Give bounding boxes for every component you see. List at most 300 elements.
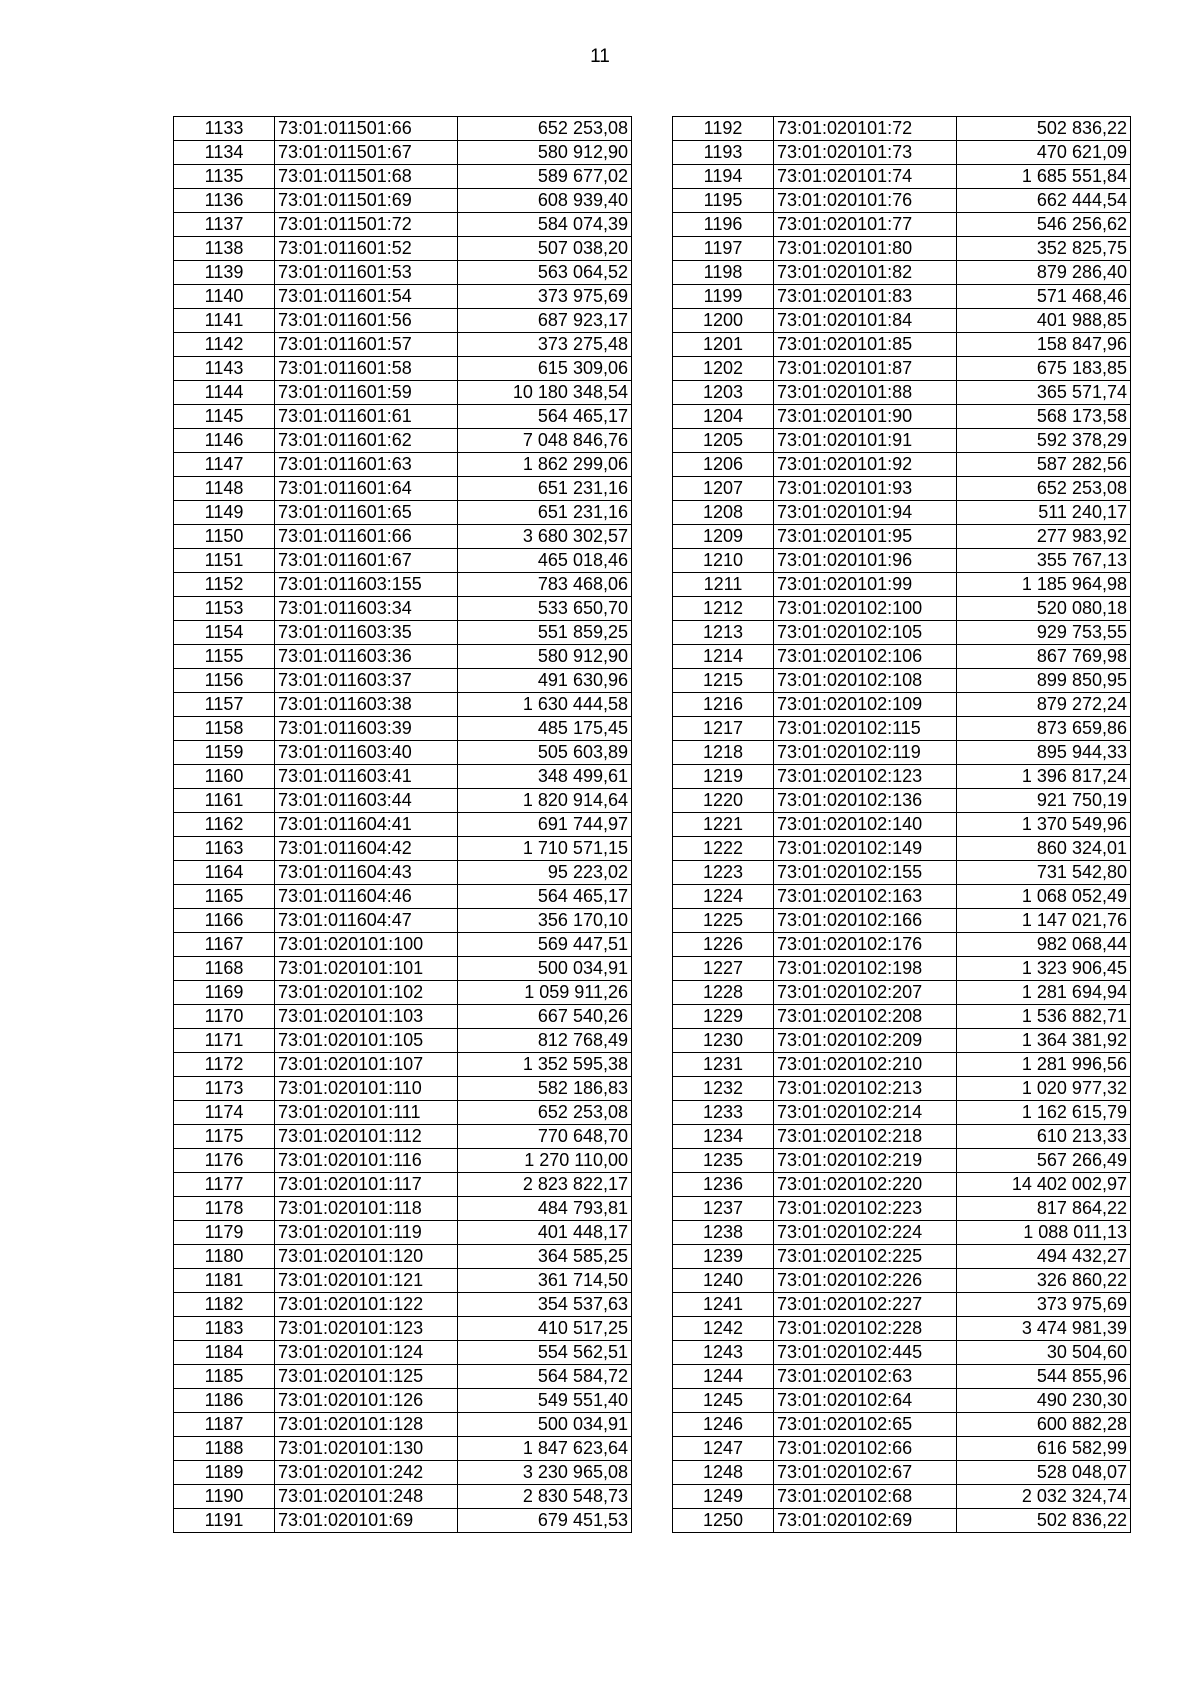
cadastral-value: 879 272,24 — [957, 693, 1131, 717]
table-row — [673, 1101, 1131, 1125]
table-row — [673, 813, 1131, 837]
cadastral-number: 73:01:020101:93 — [774, 477, 957, 501]
cadastral-number: 73:01:020101:107 — [275, 1053, 458, 1077]
table-row — [673, 741, 1131, 765]
cadastral-value: 582 186,83 — [458, 1077, 632, 1101]
row-number: 1171 — [174, 1029, 275, 1053]
cadastral-value: 95 223,02 — [458, 861, 632, 885]
cadastral-number: 73:01:020102:445 — [774, 1341, 957, 1365]
table-row — [174, 1509, 632, 1533]
cadastral-number: 73:01:011501:66 — [275, 117, 458, 141]
row-number: 1169 — [174, 981, 275, 1005]
cadastral-number: 73:01:011604:43 — [275, 861, 458, 885]
cadastral-value: 899 850,95 — [957, 669, 1131, 693]
row-number: 1224 — [673, 885, 774, 909]
cadastral-number: 73:01:011603:36 — [275, 645, 458, 669]
cadastral-number: 73:01:011603:155 — [275, 573, 458, 597]
table-row — [673, 837, 1131, 861]
cadastral-value: 1 364 381,92 — [957, 1029, 1131, 1053]
row-number: 1195 — [673, 189, 774, 213]
cadastral-value: 373 975,69 — [957, 1293, 1131, 1317]
cadastral-value: 1 352 595,38 — [458, 1053, 632, 1077]
cadastral-value: 1 710 571,15 — [458, 837, 632, 861]
table-row — [174, 525, 632, 549]
cadastral-number: 73:01:020102:140 — [774, 813, 957, 837]
cadastral-value: 580 912,90 — [458, 141, 632, 165]
table-row — [673, 1413, 1131, 1437]
table-row — [673, 765, 1131, 789]
cadastral-value: 616 582,99 — [957, 1437, 1131, 1461]
row-number: 1235 — [673, 1149, 774, 1173]
table-row — [673, 141, 1131, 165]
table-row — [673, 1293, 1131, 1317]
cadastral-value: 551 859,25 — [458, 621, 632, 645]
table-row — [673, 597, 1131, 621]
row-number: 1144 — [174, 381, 275, 405]
row-number: 1137 — [174, 213, 275, 237]
cadastral-number: 73:01:020102:176 — [774, 933, 957, 957]
table-row — [673, 1437, 1131, 1461]
row-number: 1150 — [174, 525, 275, 549]
cadastral-number: 73:01:011601:52 — [275, 237, 458, 261]
cadastral-number: 73:01:020101:82 — [774, 261, 957, 285]
table-row — [174, 1389, 632, 1413]
table-row — [673, 357, 1131, 381]
row-number: 1228 — [673, 981, 774, 1005]
table-row — [673, 1197, 1131, 1221]
table-row — [174, 885, 632, 909]
table-row — [673, 1389, 1131, 1413]
table-row — [174, 717, 632, 741]
row-number: 1141 — [174, 309, 275, 333]
table-row — [673, 333, 1131, 357]
cadastral-number: 73:01:020101:95 — [774, 525, 957, 549]
table-row — [673, 1077, 1131, 1101]
table-row — [174, 333, 632, 357]
row-number: 1182 — [174, 1293, 275, 1317]
cadastral-number: 73:01:020102:218 — [774, 1125, 957, 1149]
cadastral-value: 667 540,26 — [458, 1005, 632, 1029]
cadastral-number: 73:01:011601:61 — [275, 405, 458, 429]
row-number: 1211 — [673, 573, 774, 597]
cadastral-number: 73:01:011601:57 — [275, 333, 458, 357]
table-row — [174, 621, 632, 645]
cadastral-value: 1 020 977,32 — [957, 1077, 1131, 1101]
cadastral-value: 589 677,02 — [458, 165, 632, 189]
table-row — [673, 165, 1131, 189]
cadastral-number: 73:01:011501:69 — [275, 189, 458, 213]
cadastral-number: 73:01:011601:58 — [275, 357, 458, 381]
row-number: 1210 — [673, 549, 774, 573]
row-number: 1186 — [174, 1389, 275, 1413]
cadastral-number: 73:01:011604:46 — [275, 885, 458, 909]
cadastral-number: 73:01:020101:92 — [774, 453, 957, 477]
row-number: 1181 — [174, 1269, 275, 1293]
row-number: 1155 — [174, 645, 275, 669]
table-row — [174, 645, 632, 669]
table-row — [174, 1029, 632, 1053]
table-row — [673, 717, 1131, 741]
cadastral-number: 73:01:011501:72 — [275, 213, 458, 237]
cadastral-value: 30 504,60 — [957, 1341, 1131, 1365]
row-number: 1184 — [174, 1341, 275, 1365]
cadastral-number: 73:01:020101:242 — [275, 1461, 458, 1485]
cadastral-value: 511 240,17 — [957, 501, 1131, 525]
cadastral-value: 528 048,07 — [957, 1461, 1131, 1485]
cadastral-value: 608 939,40 — [458, 189, 632, 213]
cadastral-value: 470 621,09 — [957, 141, 1131, 165]
cadastral-value: 600 882,28 — [957, 1413, 1131, 1437]
cadastral-number: 73:01:020102:220 — [774, 1173, 957, 1197]
cadastral-number: 73:01:011603:37 — [275, 669, 458, 693]
cadastral-value: 610 213,33 — [957, 1125, 1131, 1149]
cadastral-value: 158 847,96 — [957, 333, 1131, 357]
row-number: 1154 — [174, 621, 275, 645]
cadastral-value: 490 230,30 — [957, 1389, 1131, 1413]
cadastral-number: 73:01:020102:224 — [774, 1221, 957, 1245]
cadastral-number: 73:01:020102:226 — [774, 1269, 957, 1293]
table-row — [174, 1245, 632, 1269]
row-number: 1172 — [174, 1053, 275, 1077]
cadastral-value: 564 465,17 — [458, 885, 632, 909]
cadastral-value: 1 059 911,26 — [458, 981, 632, 1005]
table-row — [673, 573, 1131, 597]
row-number: 1180 — [174, 1245, 275, 1269]
cadastral-value: 652 253,08 — [957, 477, 1131, 501]
cadastral-value: 365 571,74 — [957, 381, 1131, 405]
cadastral-value: 373 975,69 — [458, 285, 632, 309]
cadastral-value: 783 468,06 — [458, 573, 632, 597]
table-row — [673, 549, 1131, 573]
cadastral-number: 73:01:020101:120 — [275, 1245, 458, 1269]
cadastral-value: 564 584,72 — [458, 1365, 632, 1389]
cadastral-value: 494 432,27 — [957, 1245, 1131, 1269]
row-number: 1166 — [174, 909, 275, 933]
row-number: 1179 — [174, 1221, 275, 1245]
table-row — [174, 117, 632, 141]
cadastral-number: 73:01:020102:166 — [774, 909, 957, 933]
table-row — [673, 381, 1131, 405]
row-number: 1173 — [174, 1077, 275, 1101]
row-number: 1136 — [174, 189, 275, 213]
cadastral-value: 675 183,85 — [957, 357, 1131, 381]
row-number: 1160 — [174, 765, 275, 789]
table-row — [174, 189, 632, 213]
cadastral-value: 2 823 822,17 — [458, 1173, 632, 1197]
cadastral-number: 73:01:020102:207 — [774, 981, 957, 1005]
row-number: 1217 — [673, 717, 774, 741]
row-number: 1244 — [673, 1365, 774, 1389]
cadastral-value: 401 988,85 — [957, 309, 1131, 333]
cadastral-value: 687 923,17 — [458, 309, 632, 333]
row-number: 1238 — [673, 1221, 774, 1245]
cadastral-number: 73:01:020102:209 — [774, 1029, 957, 1053]
cadastral-value: 873 659,86 — [957, 717, 1131, 741]
cadastral-value: 1 630 444,58 — [458, 693, 632, 717]
cadastral-value: 652 253,08 — [458, 117, 632, 141]
table-row — [673, 861, 1131, 885]
cadastral-value: 500 034,91 — [458, 1413, 632, 1437]
table-row — [174, 861, 632, 885]
cadastral-number: 73:01:011603:40 — [275, 741, 458, 765]
table-row — [673, 1005, 1131, 1029]
table-row — [673, 1053, 1131, 1077]
table-row — [673, 477, 1131, 501]
row-number: 1196 — [673, 213, 774, 237]
cadastral-value: 364 585,25 — [458, 1245, 632, 1269]
table-row — [673, 669, 1131, 693]
cadastral-number: 73:01:020101:121 — [275, 1269, 458, 1293]
cadastral-number: 73:01:020102:227 — [774, 1293, 957, 1317]
cadastral-number: 73:01:020101:118 — [275, 1197, 458, 1221]
row-number: 1151 — [174, 549, 275, 573]
table-row — [174, 213, 632, 237]
row-number: 1189 — [174, 1461, 275, 1485]
cadastral-number: 73:01:020102:198 — [774, 957, 957, 981]
cadastral-value: 895 944,33 — [957, 741, 1131, 765]
row-number: 1143 — [174, 357, 275, 381]
cadastral-value: 568 173,58 — [957, 405, 1131, 429]
row-number: 1241 — [673, 1293, 774, 1317]
cadastral-value: 549 551,40 — [458, 1389, 632, 1413]
cadastral-value: 1 270 110,00 — [458, 1149, 632, 1173]
row-number: 1194 — [673, 165, 774, 189]
row-number: 1197 — [673, 237, 774, 261]
table-row — [673, 981, 1131, 1005]
table-row — [174, 1077, 632, 1101]
row-number: 1187 — [174, 1413, 275, 1437]
table-row — [174, 1461, 632, 1485]
cadastral-number: 73:01:011604:42 — [275, 837, 458, 861]
row-number: 1157 — [174, 693, 275, 717]
table-row — [174, 501, 632, 525]
cadastral-number: 73:01:020101:99 — [774, 573, 957, 597]
row-number: 1133 — [174, 117, 275, 141]
row-number: 1149 — [174, 501, 275, 525]
table-row — [673, 1509, 1131, 1533]
cadastral-number: 73:01:020102:225 — [774, 1245, 957, 1269]
cadastral-value: 326 860,22 — [957, 1269, 1131, 1293]
cadastral-number: 73:01:011601:56 — [275, 309, 458, 333]
table-row — [673, 1485, 1131, 1509]
cadastral-number: 73:01:011604:41 — [275, 813, 458, 837]
cadastral-value: 348 499,61 — [458, 765, 632, 789]
cadastral-value: 1 847 623,64 — [458, 1437, 632, 1461]
row-number: 1250 — [673, 1509, 774, 1533]
table-row — [673, 789, 1131, 813]
row-number: 1205 — [673, 429, 774, 453]
cadastral-value: 731 542,80 — [957, 861, 1131, 885]
cadastral-value: 356 170,10 — [458, 909, 632, 933]
cadastral-value: 580 912,90 — [458, 645, 632, 669]
table-row — [673, 261, 1131, 285]
table-row — [174, 237, 632, 261]
cadastral-value: 571 468,46 — [957, 285, 1131, 309]
cadastral-number: 73:01:020101:125 — [275, 1365, 458, 1389]
cadastral-value: 502 836,22 — [957, 1509, 1131, 1533]
row-number: 1202 — [673, 357, 774, 381]
cadastral-number: 73:01:011601:64 — [275, 477, 458, 501]
cadastral-value: 354 537,63 — [458, 1293, 632, 1317]
table-row — [174, 165, 632, 189]
table-row — [174, 1005, 632, 1029]
cadastral-value: 1 068 052,49 — [957, 885, 1131, 909]
cadastral-number: 73:01:020102:214 — [774, 1101, 957, 1125]
table-row — [174, 1317, 632, 1341]
table-row — [673, 645, 1131, 669]
table-row — [174, 261, 632, 285]
cadastral-number: 73:01:020101:76 — [774, 189, 957, 213]
cadastral-number: 73:01:020101:73 — [774, 141, 957, 165]
row-number: 1242 — [673, 1317, 774, 1341]
cadastral-number: 73:01:020101:110 — [275, 1077, 458, 1101]
cadastral-value: 1 323 906,45 — [957, 957, 1131, 981]
cadastral-value: 615 309,06 — [458, 357, 632, 381]
cadastral-value: 921 750,19 — [957, 789, 1131, 813]
cadastral-number: 73:01:020102:228 — [774, 1317, 957, 1341]
cadastral-value: 817 864,22 — [957, 1197, 1131, 1221]
table-row — [174, 1341, 632, 1365]
table-row — [673, 213, 1131, 237]
table-row — [174, 1269, 632, 1293]
cadastral-number: 73:01:020102:136 — [774, 789, 957, 813]
row-number: 1243 — [673, 1341, 774, 1365]
cadastral-number: 73:01:020101:72 — [774, 117, 957, 141]
cadastral-number: 73:01:011603:41 — [275, 765, 458, 789]
row-number: 1214 — [673, 645, 774, 669]
row-number: 1190 — [174, 1485, 275, 1509]
cadastral-number: 73:01:020101:94 — [774, 501, 957, 525]
row-number: 1213 — [673, 621, 774, 645]
table-row — [673, 1341, 1131, 1365]
row-number: 1207 — [673, 477, 774, 501]
cadastral-value: 563 064,52 — [458, 261, 632, 285]
row-number: 1237 — [673, 1197, 774, 1221]
row-number: 1193 — [673, 141, 774, 165]
cadastral-number: 73:01:020102:219 — [774, 1149, 957, 1173]
cadastral-value: 3 474 981,39 — [957, 1317, 1131, 1341]
row-number: 1165 — [174, 885, 275, 909]
cadastral-table-left — [173, 116, 632, 1533]
cadastral-value: 401 448,17 — [458, 1221, 632, 1245]
table-row — [174, 765, 632, 789]
cadastral-number: 73:01:020102:223 — [774, 1197, 957, 1221]
table-row — [673, 1173, 1131, 1197]
row-number: 1168 — [174, 957, 275, 981]
cadastral-number: 73:01:020102:68 — [774, 1485, 957, 1509]
row-number: 1230 — [673, 1029, 774, 1053]
row-number: 1183 — [174, 1317, 275, 1341]
table-row — [174, 909, 632, 933]
cadastral-number: 73:01:020102:100 — [774, 597, 957, 621]
cadastral-value: 533 650,70 — [458, 597, 632, 621]
table-row — [174, 813, 632, 837]
row-number: 1227 — [673, 957, 774, 981]
table-row — [673, 285, 1131, 309]
cadastral-value: 867 769,98 — [957, 645, 1131, 669]
table-row — [174, 141, 632, 165]
table-row — [174, 285, 632, 309]
cadastral-number: 73:01:011603:38 — [275, 693, 458, 717]
table-row — [673, 1317, 1131, 1341]
table-row — [174, 1221, 632, 1245]
cadastral-value: 679 451,53 — [458, 1509, 632, 1533]
cadastral-value: 651 231,16 — [458, 501, 632, 525]
cadastral-number: 73:01:020101:126 — [275, 1389, 458, 1413]
cadastral-number: 73:01:020101:100 — [275, 933, 458, 957]
cadastral-value: 546 256,62 — [957, 213, 1131, 237]
row-number: 1218 — [673, 741, 774, 765]
cadastral-value: 352 825,75 — [957, 237, 1131, 261]
row-number: 1225 — [673, 909, 774, 933]
cadastral-number: 73:01:020102:210 — [774, 1053, 957, 1077]
cadastral-number: 73:01:020101:101 — [275, 957, 458, 981]
row-number: 1212 — [673, 597, 774, 621]
cadastral-value: 1 162 615,79 — [957, 1101, 1131, 1125]
table-row — [174, 1125, 632, 1149]
cadastral-number: 73:01:020102:149 — [774, 837, 957, 861]
table-row — [673, 1221, 1131, 1245]
table-row — [673, 933, 1131, 957]
cadastral-value: 1 370 549,96 — [957, 813, 1131, 837]
table-row — [673, 117, 1131, 141]
cadastral-value: 502 836,22 — [957, 117, 1131, 141]
cadastral-value: 520 080,18 — [957, 597, 1131, 621]
cadastral-value: 544 855,96 — [957, 1365, 1131, 1389]
table-row — [673, 309, 1131, 333]
cadastral-value: 592 378,29 — [957, 429, 1131, 453]
cadastral-value: 554 562,51 — [458, 1341, 632, 1365]
cadastral-value: 929 753,55 — [957, 621, 1131, 645]
row-number: 1159 — [174, 741, 275, 765]
cadastral-value: 812 768,49 — [458, 1029, 632, 1053]
table-row — [174, 309, 632, 333]
cadastral-value: 1 685 551,84 — [957, 165, 1131, 189]
cadastral-number: 73:01:011604:47 — [275, 909, 458, 933]
row-number: 1153 — [174, 597, 275, 621]
cadastral-number: 73:01:020101:90 — [774, 405, 957, 429]
cadastral-number: 73:01:020101:88 — [774, 381, 957, 405]
cadastral-number: 73:01:011603:34 — [275, 597, 458, 621]
table-row — [174, 741, 632, 765]
table-row — [174, 405, 632, 429]
cadastral-value: 652 253,08 — [458, 1101, 632, 1125]
cadastral-number: 73:01:020102:67 — [774, 1461, 957, 1485]
cadastral-value: 982 068,44 — [957, 933, 1131, 957]
cadastral-value: 373 275,48 — [458, 333, 632, 357]
table-row — [174, 1485, 632, 1509]
row-number: 1223 — [673, 861, 774, 885]
cadastral-number: 73:01:020101:74 — [774, 165, 957, 189]
cadastral-number: 73:01:020102:115 — [774, 717, 957, 741]
table-row — [673, 453, 1131, 477]
cadastral-value: 569 447,51 — [458, 933, 632, 957]
cadastral-value: 584 074,39 — [458, 213, 632, 237]
cadastral-number: 73:01:020101:85 — [774, 333, 957, 357]
row-number: 1221 — [673, 813, 774, 837]
table-row — [174, 693, 632, 717]
table-row — [174, 1293, 632, 1317]
row-number: 1148 — [174, 477, 275, 501]
cadastral-value: 662 444,54 — [957, 189, 1131, 213]
cadastral-number: 73:01:020102:155 — [774, 861, 957, 885]
row-number: 1208 — [673, 501, 774, 525]
row-number: 1192 — [673, 117, 774, 141]
row-number: 1152 — [174, 573, 275, 597]
cadastral-number: 73:01:020101:69 — [275, 1509, 458, 1533]
cadastral-number: 73:01:011601:65 — [275, 501, 458, 525]
cadastral-value: 1 185 964,98 — [957, 573, 1131, 597]
